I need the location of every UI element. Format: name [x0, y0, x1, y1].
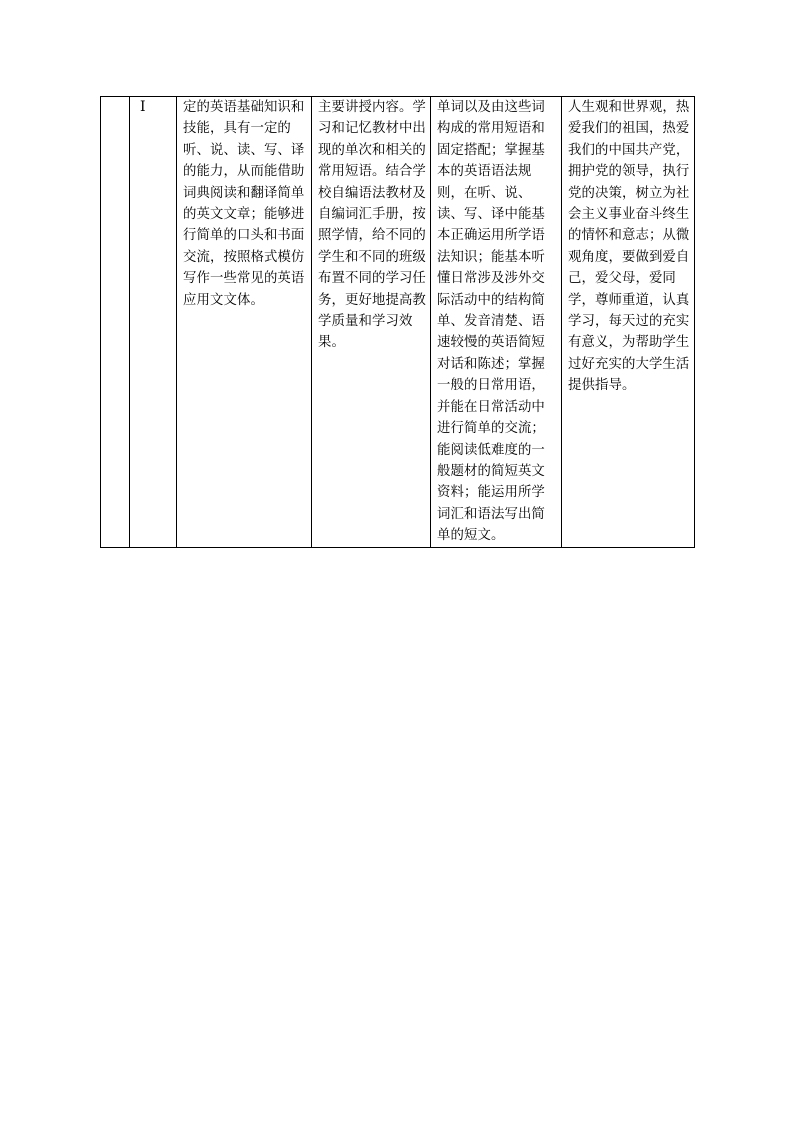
cell-text: 单词以及由这些词构成的常用短语和固定搭配；掌握基本的英语语法规则，在听、说、读、写、译中能基本正确运用所学语法知识；能基本听懂日常涉及涉外交际活动中的结构简单、发音清楚、语速较慢的英语简短对话和陈述；掌握一般的日常用语，并能在日常活动中进行简单的交流；能阅读低难度的一般题材的简短英文资料；能运用所学词汇和语法写出简单的短文。 [437, 100, 545, 544]
table-cell-level [130, 97, 177, 548]
cell-text: 定的英语基础知识和技能，具有一定的听、说、读、写、译的能力，从而能借助词典阅读和翻译简单的英文文章；能够进行简单的口头和书面交流，按照格式模仿写作一些常见的英语应用文文体。 [183, 100, 305, 308]
course-plan-table [100, 96, 695, 548]
table-row [101, 97, 695, 548]
cell-text: Ⅰ [140, 99, 146, 115]
cell-text: 主要讲授内容。学习和记忆教材中出现的单次和相关的常用短语。结合学校自编语法教材及自编词汇手册，按照学情，给不同的学生和不同的班级布置不同的学习任务，更好地提高教学质量和学习效果。 [318, 100, 426, 351]
table-cell-ideology [562, 97, 695, 548]
table-cell-index [101, 97, 130, 548]
table-cell-content [312, 97, 431, 548]
table-cell-requirements [431, 97, 562, 548]
table-cell-objectives [177, 97, 312, 548]
cell-text: 人生观和世界观，热爱我们的祖国，热爱我们的中国共产党，拥护党的领导，执行党的决策，树立为社会主义事业奋斗终生的情怀和意志；从微观角度，要做到爱自己，爱父母，爱同学，尊师重道，认真学习，每天过的充实有意义，为帮助学生过好充实的大学生活提供指导。 [568, 100, 690, 394]
